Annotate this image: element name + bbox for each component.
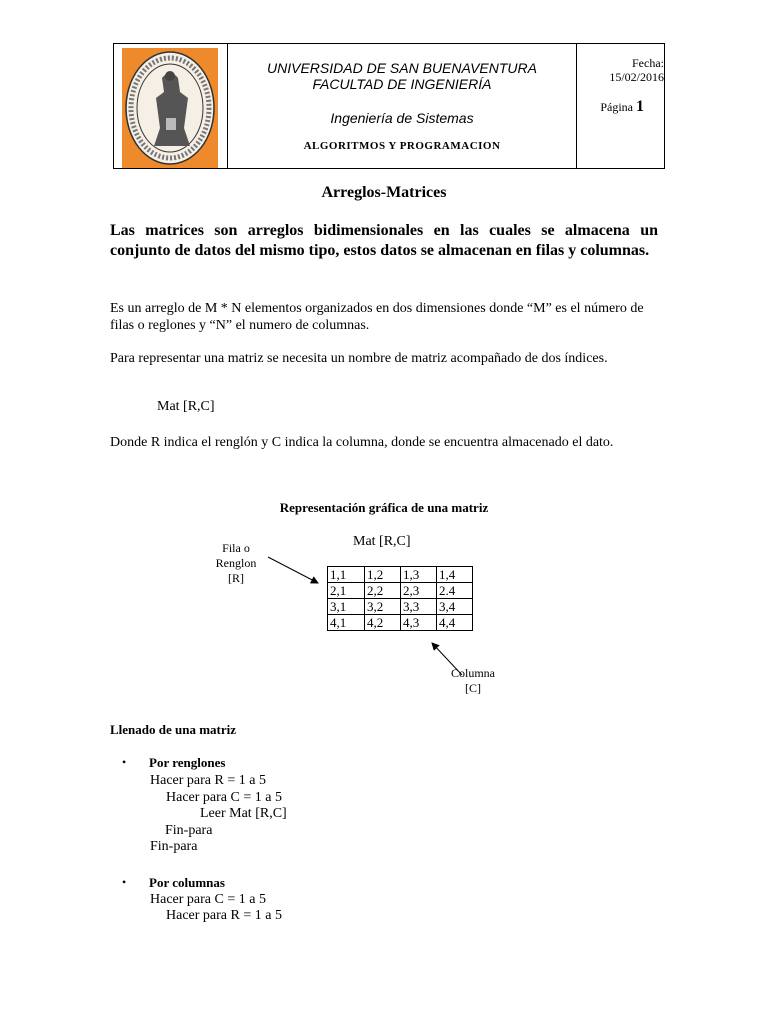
matrix-table [327,566,473,631]
table-row [328,583,473,599]
fill-heading: Llenado de una matriz [110,722,237,737]
definition-paragraph: Es un arreglo de M * N elementos organizados en dos dimensiones donde “M” es el número de filas o reglones y “N” el numero de columnas. [110,301,644,333]
matrix-cell: 1,3 [401,567,437,583]
bullet-icon: • [122,755,127,769]
column-label-line-2: [C] [465,681,481,695]
program-name: Ingeniería de Sistemas [330,110,474,126]
matrix-cell: 1,1 [328,567,365,583]
code-line: Hacer para C = 1 a 5 [166,790,282,805]
date-value: 15/02/2016 [609,70,664,84]
formula: Mat [R,C] [157,399,215,414]
matrix-cell: 3,3 [401,599,437,615]
matrix-cell: 3,2 [365,599,401,615]
row-arrow [268,557,318,583]
matrix-cell: 3,1 [328,599,365,615]
faculty-name: FACULTAD DE INGENIERÍA [312,76,492,92]
by-cols-label: Por columnas [149,875,225,890]
date-label: Fecha: [632,56,664,70]
table-row [328,615,473,631]
graphic-title: Representación gráfica de una matriz [279,500,489,515]
course-name: ALGORITMOS Y PROGRAMACION [303,140,501,152]
indices-paragraph: Donde R indica el renglón y C indica la columna, donde se encuentra almacenado el dato. [110,435,614,450]
column-label [440,666,506,696]
matrix-cell: 1,2 [365,567,401,583]
page-title: Arreglos-Matrices [321,184,447,201]
page-number: 1 [636,98,644,115]
representation-paragraph: Para representar una matriz se necesita un nombre de matriz acompañado de dos índices. [110,351,608,366]
column-label-line-1: Columna [451,666,495,680]
matrix-label: Mat [R,C] [353,534,411,549]
code-line: Hacer para R = 1 a 5 [166,908,282,923]
code-line: Fin-para [165,823,213,838]
matrix-cell: 4,1 [328,615,365,631]
university-name: UNIVERSIDAD DE SAN BUENAVENTURA [267,60,537,76]
row-label-line-1: Fila o [222,541,250,555]
matrix-cell: 3,4 [437,599,473,615]
table-row [328,567,473,583]
matrix-cell: 1,4 [437,567,473,583]
code-line: Fin-para [150,839,198,854]
matrix-cell: 2,1 [328,583,365,599]
table-row [328,599,473,615]
row-label-line-3: [R] [228,571,244,585]
by-rows-label: Por renglones [149,755,226,770]
code-line: Leer Mat [R,C] [200,806,287,821]
matrix-cell: 2.4 [437,583,473,599]
matrix-cell: 4,4 [437,615,473,631]
matrix-cell: 2,2 [365,583,401,599]
matrix-cell: 4,3 [401,615,437,631]
bullet-icon: • [122,875,127,889]
matrix-cell: 4,2 [365,615,401,631]
code-line: Hacer para C = 1 a 5 [150,892,266,907]
code-line: Hacer para R = 1 a 5 [150,773,266,788]
matrix-cell: 2,3 [401,583,437,599]
intro-paragraph: Las matrices son arreglos bidimensionales en las cuales se almacena un conjunto de datos del mismo tipo, estos datos se almacenan en filas y columnas. [110,222,658,259]
row-label-line-2: Renglon [215,556,257,570]
page-label: Página [600,100,633,114]
